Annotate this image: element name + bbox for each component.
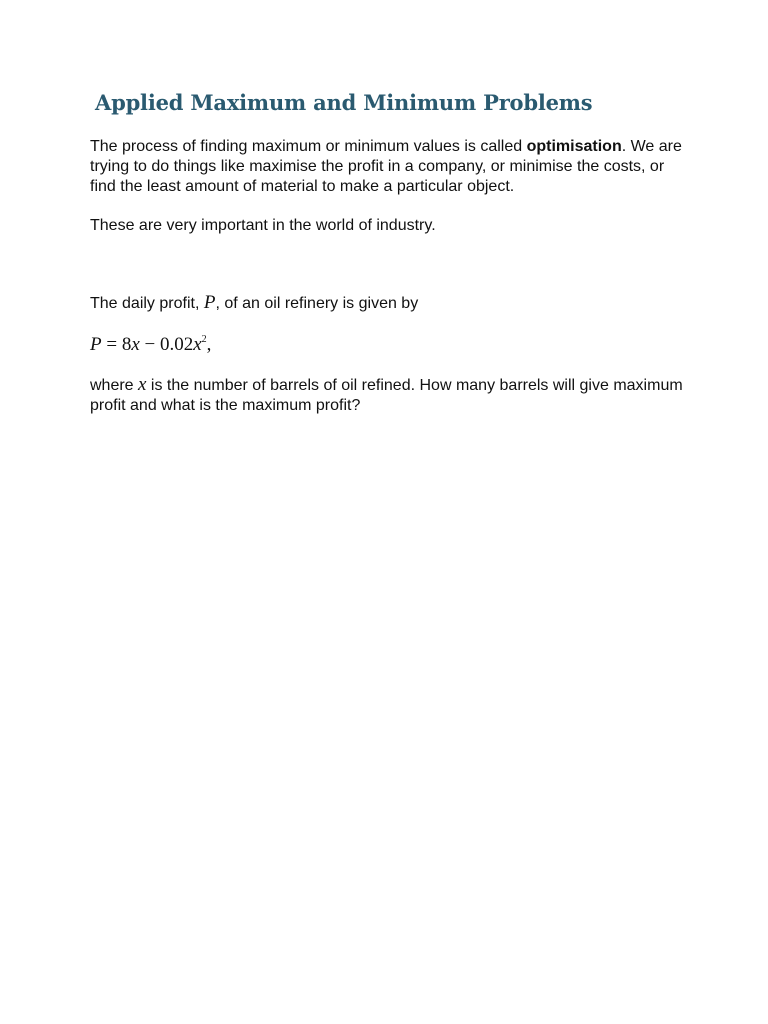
intro-paragraph xyxy=(90,137,690,197)
page-title: Applied Maximum and Minimum Problems xyxy=(95,90,593,115)
question-paragraph xyxy=(90,375,690,416)
equation-equals: = 8 xyxy=(101,334,132,355)
problem-text-end: , of an oil refinery is given by xyxy=(215,295,419,312)
optimisation-term: optimisation xyxy=(526,138,622,155)
problem-statement xyxy=(90,293,690,314)
profit-equation xyxy=(90,333,690,357)
barrels-variable: x xyxy=(138,374,147,395)
equation-x2: x xyxy=(193,334,202,355)
problem-text-start: The daily profit, xyxy=(90,295,204,312)
intro-text-end: . We are trying to do things like maximise the profit in a company, or minimise the costs, or find the least amount of material to make a particular object. xyxy=(90,138,682,195)
equation-lhs: P xyxy=(90,334,102,355)
profit-variable: P xyxy=(203,292,216,313)
equation-x1: x xyxy=(131,334,140,355)
equation-minus: − 0.02 xyxy=(139,334,194,355)
equation-exponent: 2 xyxy=(201,334,207,345)
question-text-start: where xyxy=(90,377,139,394)
intro-text-start: The process of finding maximum or minimum values is called xyxy=(90,138,527,155)
question-text-end: is the number of barrels of oil refined. How many barrels will give maximum profit and what is the maximum profit? xyxy=(90,377,683,414)
equation-comma: , xyxy=(206,334,212,355)
industry-paragraph: These are very important in the world of industry. xyxy=(90,217,436,234)
